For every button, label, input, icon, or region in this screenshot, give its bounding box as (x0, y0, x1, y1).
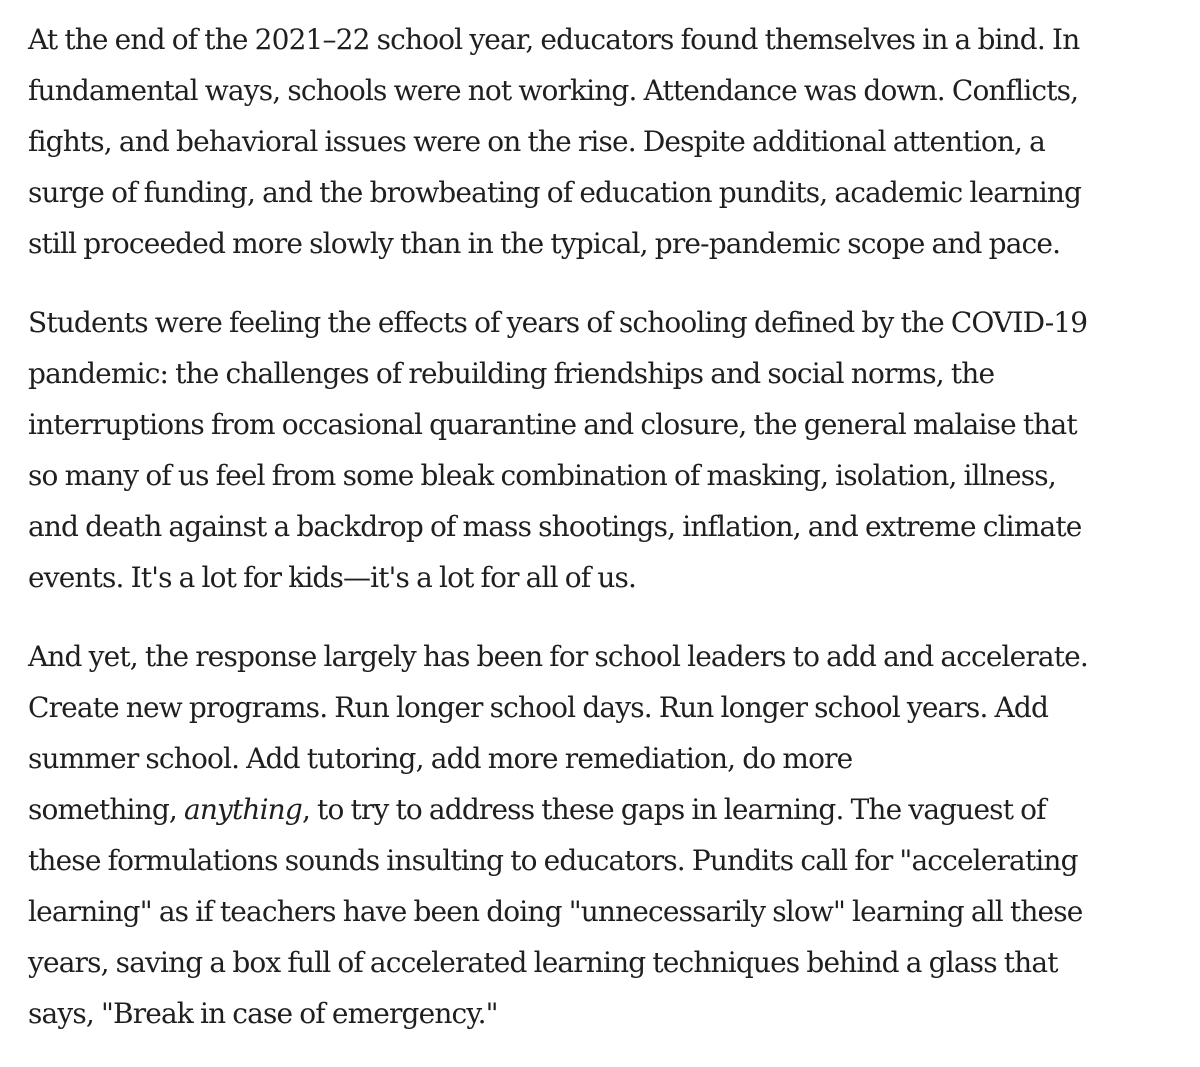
paragraph-line: years, saving a box full of accelerated learning techniques behind a glass that (28, 946, 1058, 979)
paragraph-1 (28, 14, 1178, 269)
paragraph-line: And yet, the response largely has been for school leaders to add and accelerate. (28, 640, 1088, 673)
paragraph-line: summer school. Add tutoring, add more remediation, do more (28, 742, 853, 775)
paragraph-line: fights, and behavioral issues were on the rise. Despite additional attention, a (28, 125, 1045, 158)
paragraph-line: pandemic: the challenges of rebuilding friendships and social norms, the (28, 357, 995, 390)
paragraph-line-with-emphasis (28, 784, 1178, 835)
paragraph-line: and death against a backdrop of mass shootings, inflation, and extreme climate (28, 510, 1082, 543)
paragraph-3 (28, 631, 1178, 1039)
paragraph-line: events. It's a lot for kids—it's a lot for all of us. (28, 561, 637, 594)
paragraph-2 (28, 297, 1178, 603)
paragraph-line: surge of funding, and the browbeating of education pundits, academic learning (28, 176, 1082, 209)
paragraph-line: still proceeded more slowly than in the typical, pre-pandemic scope and pace. (28, 227, 1061, 260)
paragraph-line: fundamental ways, schools were not working. Attendance was down. Conflicts, (28, 74, 1079, 107)
paragraph-line: so many of us feel from some bleak combination of masking, isolation, illness, (28, 459, 1056, 492)
paragraph-line: learning" as if teachers have been doing "unnecessarily slow" learning all these (28, 895, 1083, 928)
emphasis-anything: anything (184, 793, 302, 826)
paragraph-line: these formulations sounds insulting to educators. Pundits call for "accelerating (28, 844, 1078, 877)
article-body (28, 14, 1178, 1067)
line-text-before: something, (28, 793, 184, 826)
paragraph-line: At the end of the 2021–22 school year, educators found themselves in a bind. In (28, 23, 1080, 56)
paragraph-line: interruptions from occasional quarantine and closure, the general malaise that (28, 408, 1077, 441)
paragraph-line: Students were feeling the effects of years of schooling defined by the COVID-19 (28, 306, 1088, 339)
line-text-after: , to try to address these gaps in learning. The vaguest of (301, 793, 1046, 826)
paragraph-line: says, "Break in case of emergency." (28, 997, 498, 1030)
paragraph-line: Create new programs. Run longer school days. Run longer school years. Add (28, 691, 1049, 724)
